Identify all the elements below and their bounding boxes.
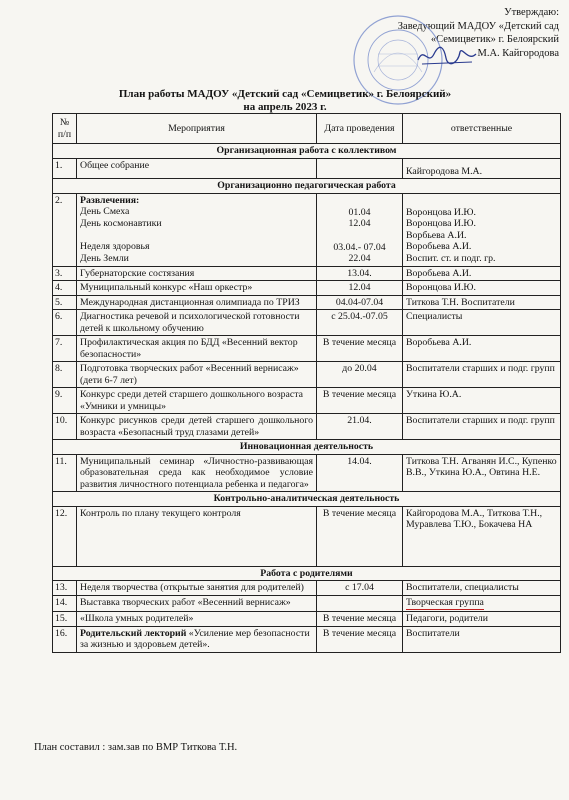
section-row [53,492,561,507]
table-row [53,193,561,266]
row-event: Конкурс среди детей старшего дошкольного возраста «Умники и умницы» [77,388,317,414]
row-resp: Титкова Т.Н. Воспитатели [403,295,561,310]
row-event: «Школа умных родителей» [77,612,317,627]
row-num: 6. [53,310,77,336]
event-bold: Родительский лекторий [80,627,187,639]
section-title: Контрольно-аналитическая деятельность [53,492,561,507]
row-resp: Воробьева А.И. [403,266,561,281]
row-resp: Воспитатели старших и подг. групп [403,414,561,440]
row-num: 2. [53,193,77,266]
table-row [53,362,561,388]
resp-line: Ворбьева А.И. [406,229,467,241]
row-date: с 17.04 [317,581,403,596]
row-resp [403,158,561,179]
plan-table [52,113,561,653]
row-resp [403,595,561,612]
row-event: Подготовка творческих работ «Весенний вернисаж» (дети 6-7 лет) [77,362,317,388]
row-date: В течение месяца [317,388,403,414]
table-row [53,506,561,566]
approval-line: М.А. Кайгородова [477,47,559,59]
row-date: В течение месяца [317,612,403,627]
header-event: Мероприятия [77,114,317,144]
resp-line: Воронцова И.Ю. [406,206,476,218]
row-date: 21.04. [317,414,403,440]
event-line: День космонавтики [80,217,162,229]
row-num: 10. [53,414,77,440]
table-row [53,388,561,414]
header-date: Дата проведения [317,114,403,144]
event-heading: Развлечения: [80,194,140,206]
row-event: Общее собрание [77,158,317,179]
header-num: № п/п [53,114,77,144]
row-date: 04.04-07.04 [317,295,403,310]
row-resp: Воспитатели старших и подг. групп [403,362,561,388]
row-resp: Уткина Ю.А. [403,388,561,414]
approval-line: Утверждаю: [504,7,559,18]
header-row [53,114,561,144]
row-num: 1. [53,158,77,179]
table-row [53,414,561,440]
title-line: на апрель 2023 г. [243,101,327,113]
title-line: План работы МАДОУ «Детский сад «Семицветик» г. Белоярский» [118,88,452,100]
row-num: 14. [53,595,77,612]
row-resp: Кайгородова М.А., Титкова Т.Н., Муравлева Т.Ю., Бокачева НА [403,506,561,566]
row-date [317,158,403,179]
table-row [53,281,561,296]
row-date: В течение месяца [317,626,403,652]
row-resp [403,193,561,266]
section-row [53,179,561,194]
event-line: День Смеха [80,206,130,217]
row-resp: Титкова Т.Н. Агванян И.С., Купенко В.В., Уткина Ю.А., Овтина Н.Е. [403,454,561,492]
row-resp: Воспитатели, специалисты [403,581,561,596]
row-num: 11. [53,454,77,492]
table-row [53,595,561,612]
table-row [53,581,561,596]
row-num: 16. [53,626,77,652]
table-row [53,310,561,336]
row-event [77,193,317,266]
row-num: 15. [53,612,77,627]
table-row [53,336,561,362]
date-line: 03.04.- 07.04 [333,241,386,253]
section-row [53,566,561,581]
date-line: 12.04 [348,218,371,229]
resp-line: Воронцова И.Ю. [406,218,476,229]
row-num: 3. [53,266,77,281]
row-event: Профилактическая акция по БДД «Весенний вектор безопасности» [77,336,317,362]
section-row [53,144,561,159]
resp-line: Воробьева А.И. [406,241,472,252]
row-event: Контроль по плану текущего контроля [77,506,317,566]
document-title [60,88,510,114]
row-num: 9. [53,388,77,414]
row-date: 14.04. [317,454,403,492]
section-title: Инновационная деятельность [53,440,561,455]
row-resp: Специалисты [403,310,561,336]
row-date: 12.04 [317,281,403,296]
resp-line: Воспит. ст. и подг. гр. [406,252,496,264]
approval-line: «Семицветик» г. Белоярский [430,34,559,45]
row-num: 13. [53,581,77,596]
table-row [53,626,561,652]
signature [414,44,480,68]
approval-line: Заведующий МАДОУ «Детский сад [397,20,559,32]
event-rest: «Усиление мер безопасности за жизнью и здоровьем детей». [80,627,310,650]
row-event [77,626,317,652]
row-num: 7. [53,336,77,362]
row-num: 8. [53,362,77,388]
footer-note: План составил : зам.зав по ВМР Титкова Т.Н. [34,742,238,753]
row-num: 4. [53,281,77,296]
table-row [53,454,561,492]
row-resp: Воробьева А.И. [403,336,561,362]
table-row [53,266,561,281]
section-title: Работа с родителями [53,566,561,581]
row-event: Конкурс рисунков среди детей старшего дошкольного возраста «Безопасный труд глазами детей» [77,414,317,440]
row-num: 5. [53,295,77,310]
date-line: 01.04 [348,206,371,218]
row-num: 12. [53,506,77,566]
row-resp: Воспитатели [403,626,561,652]
row-event: Муниципальный конкурс «Наш оркестр» [77,281,317,296]
table-row [53,295,561,310]
resp-text: Творческая группа [406,597,484,611]
event-line: День Земли [80,252,129,264]
section-title: Организационная работа с коллективом [53,144,561,159]
row-date [317,193,403,266]
row-event: Диагностика речевой и психологической готовности детей к школьному обучению [77,310,317,336]
date-line: 22.04 [348,253,371,264]
row-date: 13.04. [317,266,403,281]
section-title: Организационно педагогическая работа [53,179,561,194]
resp-text: Кайгородова М.А. [406,165,483,177]
section-row [53,440,561,455]
row-event: Губернаторские состязания [77,266,317,281]
header-resp: ответственные [403,114,561,144]
table-row [53,158,561,179]
row-date: В течение месяца [317,506,403,566]
row-date: В течение месяца [317,336,403,362]
row-resp: Воронцова И.Ю. [403,281,561,296]
row-event: Международная дистанционная олимпиада по ТРИЗ [77,295,317,310]
table-row [53,612,561,627]
row-date: до 20.04 [317,362,403,388]
row-event: Муниципальный семинар «Личностно-развивающая образовательная среда как необходимое условие развития личностного потенциала ребенка и педагога» [77,454,317,492]
event-line: Неделя здоровья [80,241,150,252]
row-date [317,595,403,612]
row-resp: Педагоги, родители [403,612,561,627]
row-event: Неделя творчества (открытые занятия для родителей) [77,581,317,596]
row-date: с 25.04.-07.05 [317,310,403,336]
row-event: Выставка творческих работ «Весенний вернисаж» [77,595,317,612]
